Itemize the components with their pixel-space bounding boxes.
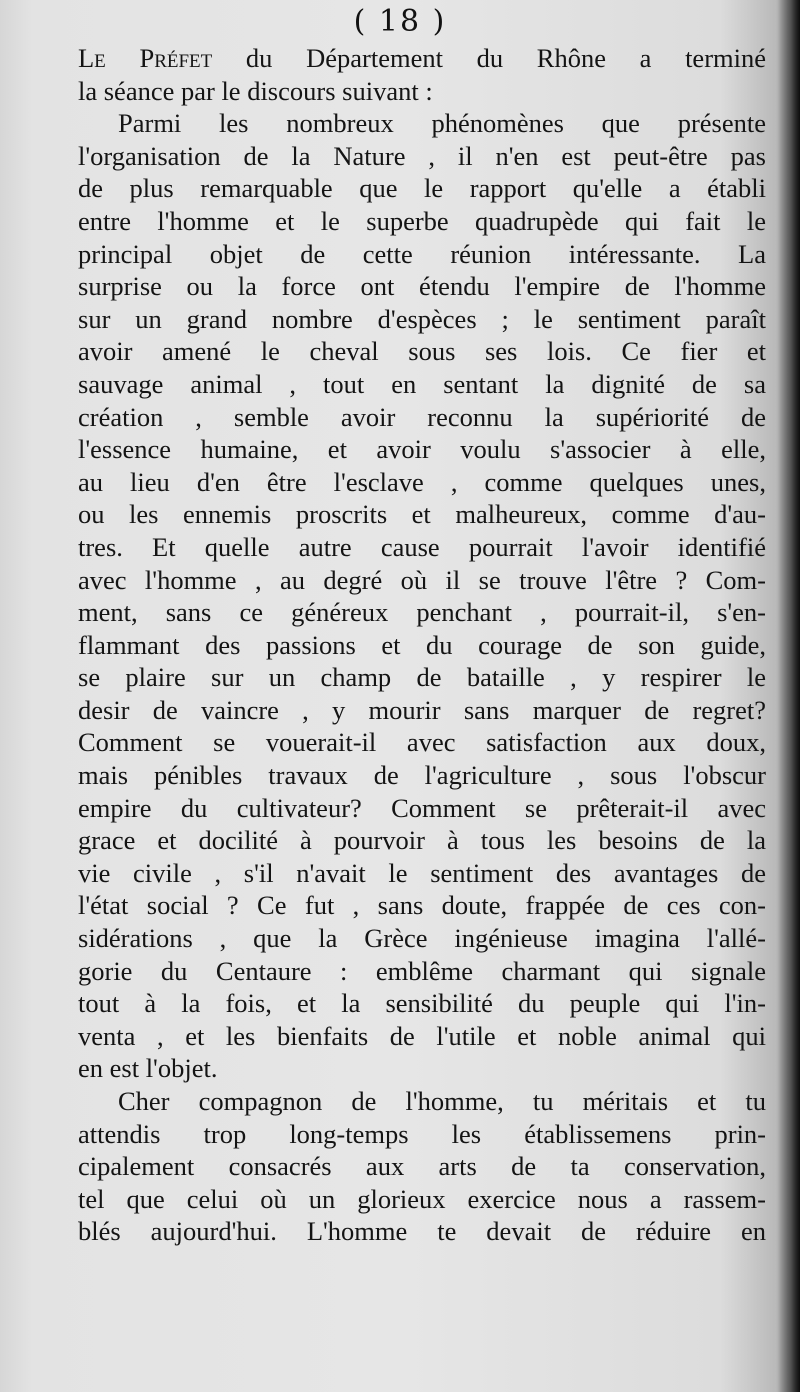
paragraph [78,1085,766,1248]
text-line: au lieu d'en être l'esclave , comme quelques unes, [78,466,766,497]
text-line: ment, sans ce généreux penchant , pourrait-il, s'en- [78,597,766,628]
text-line: l'organisation de la Nature , il n'en est peut-être pas [78,140,766,171]
text-line: sur un grand nombre d'espèces ; le sentiment paraît [78,303,766,334]
text-line: Le Préfet du Département du Rhône a terminé [78,43,766,73]
text-line: surprise ou la force ont étendu l'empire de l'homme [78,271,766,302]
text-line: mais pénibles travaux de l'agriculture , sous l'obscur [78,760,766,791]
small-caps-heading: Le Préfet [78,43,213,73]
text-line: vie civile , s'il n'avait le sentiment des avantages de [78,857,766,888]
page-edge-shadow [778,0,800,1392]
text-line: tres. Et quelle autre cause pourrait l'avoir identifié [78,531,766,562]
text-line: tout à la fois, et la sensibilité du peuple qui l'in- [78,988,766,1019]
text-line: l'état social ? Ce fut , sans doute, frappée de ces con- [78,890,766,921]
text-line: avoir amené le cheval sous ses lois. Ce fier et [78,336,766,367]
body-text [78,42,766,1248]
text-line: tel que celui où un glorieux exercice nous a rassem- [78,1183,766,1214]
text-line: de plus remarquable que le rapport qu'elle a établi [78,173,766,204]
text-line: desir de vaincre , y mourir sans marquer de regret? [78,694,766,725]
text-line: blés aujourd'hui. L'homme te devait de réduire en [78,1216,766,1247]
text-line: se plaire sur un champ de bataille , y respirer le [78,662,766,693]
text-line: cipalement consacrés aux arts de ta conservation, [78,1151,766,1182]
text-line: flammant des passions et du courage de son guide, [78,629,766,660]
text-line: avec l'homme , au degré où il se trouve l'être ? Com- [78,564,766,595]
text-line: création , semble avoir reconnu la supériorité de [78,401,766,432]
paragraph [78,107,766,1085]
text-line: Comment se vouerait-il avec satisfaction aux doux, [78,727,766,758]
text-line: l'essence humaine, et avoir voulu s'associer à elle, [78,434,766,465]
text-line: en est l'objet. [78,1053,218,1084]
text-line: ou les ennemis proscrits et malheureux, comme d'au- [78,499,766,530]
text-line: sauvage animal , tout en sentant la dignité de sa [78,368,766,399]
text-line: grace et docilité à pourvoir à tous les besoins de la [78,825,766,856]
text-line: Parmi les nombreux phénomènes que présente [118,108,766,139]
page-number: ( 18 ) [353,4,447,39]
text-line: sidérations , que la Grèce ingénieuse imagina l'allé- [78,923,766,954]
text-line: entre l'homme et le superbe quadrupède qui fait le [78,205,766,236]
text-line: empire du cultivateur? Comment se prêterait-il avec [78,792,766,823]
text-line: Cher compagnon de l'homme, tu méritais et tu [118,1086,766,1116]
paragraph [78,42,766,107]
text-line: principal objet de cette réunion intéressante. La [78,238,766,269]
text-line: attendis trop long-temps les établissemens prin- [78,1118,766,1149]
text-line: gorie du Centaure : emblême charmant qui signale [78,955,766,986]
text-line: la séance par le discours suivant : [78,75,433,106]
text-line: venta , et les bienfaits de l'utile et noble animal qui [78,1020,766,1051]
